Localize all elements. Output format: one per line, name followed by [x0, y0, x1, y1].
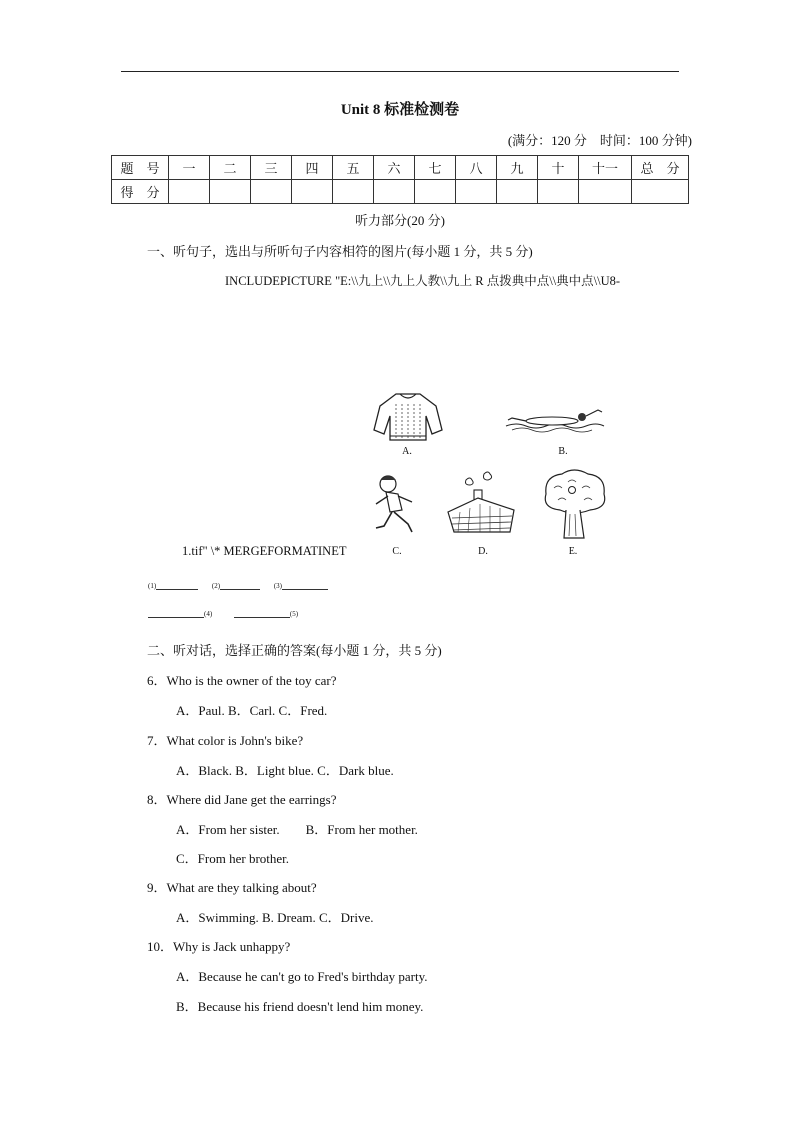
- roof-icon: [444, 470, 518, 536]
- picture-label-d: D.: [478, 546, 488, 557]
- picture-label-a: A.: [402, 446, 412, 457]
- section2-heading: 二、听对话，选择正确的答案(每小题 1 分，共 5 分): [147, 643, 442, 658]
- table-cell: 总 分: [632, 156, 689, 180]
- answer-blank[interactable]: [220, 589, 260, 590]
- score-table: [111, 155, 689, 204]
- answer-blank-row-1: [148, 582, 328, 590]
- swimmer-icon: [502, 404, 606, 436]
- score-cell[interactable]: [632, 180, 689, 204]
- question-9: 9．What are they talking about?: [147, 880, 317, 895]
- table-cell: 八: [456, 156, 497, 180]
- listening-section-label: 听力部分(20 分): [355, 213, 445, 228]
- answer-blank[interactable]: [282, 589, 328, 590]
- table-cell: 九: [497, 156, 538, 180]
- table-cell: 四: [292, 156, 333, 180]
- question-8-options[interactable]: A．From her sister. B．From her mother.: [176, 822, 418, 837]
- score-time-info: (满分：120 分 时间：100 分钟): [507, 133, 692, 148]
- running-boy-icon: [368, 472, 418, 538]
- answer-blank[interactable]: [148, 617, 204, 618]
- picture-label-b: B.: [558, 446, 568, 457]
- score-cell[interactable]: [497, 180, 538, 204]
- blank-number: (5): [289, 610, 299, 618]
- score-table-score-row: [112, 180, 689, 204]
- table-cell: 三: [251, 156, 292, 180]
- question-7: 7．What color is John's bike?: [147, 733, 304, 748]
- score-cell[interactable]: [538, 180, 579, 204]
- include-picture-field: INCLUDEPICTURE "E:\\九上\\九上人教\\九上 R 点拨典中点\\典中点\\U8-: [225, 274, 621, 288]
- score-cell[interactable]: [251, 180, 292, 204]
- score-cell[interactable]: [374, 180, 415, 204]
- score-cell[interactable]: [456, 180, 497, 204]
- question-7-options[interactable]: A．Black. B．Light blue. C．Dark blue.: [176, 763, 394, 778]
- page-title: Unit 8 标准检测卷: [340, 102, 460, 118]
- blank-number: (1): [148, 582, 157, 590]
- table-cell: 一: [169, 156, 210, 180]
- table-cell: 得 分: [112, 180, 169, 204]
- question-6-options[interactable]: A．Paul. B．Carl. C．Fred.: [176, 703, 328, 718]
- tree-icon: [538, 468, 610, 540]
- blank-number: (3): [273, 582, 283, 590]
- question-10: 10．Why is Jack unhappy?: [147, 939, 291, 954]
- score-table-header-row: [112, 156, 689, 180]
- table-cell: 六: [374, 156, 415, 180]
- answer-blank-row-2: [148, 610, 298, 618]
- sweater-icon: [370, 390, 446, 444]
- score-cell[interactable]: [169, 180, 210, 204]
- blank-number: (2): [211, 582, 221, 590]
- table-cell: 十一: [579, 156, 632, 180]
- table-cell: 题 号: [112, 156, 169, 180]
- top-rule: [121, 71, 679, 72]
- score-cell[interactable]: [415, 180, 456, 204]
- table-cell: 五: [333, 156, 374, 180]
- section1-heading: 一、听句子，选出与所听句子内容相符的图片(每小题 1 分，共 5 分): [147, 244, 533, 259]
- answer-blank[interactable]: [156, 589, 198, 590]
- table-cell: 二: [210, 156, 251, 180]
- question-8: 8．Where did Jane get the earrings?: [147, 792, 337, 807]
- table-cell: 十: [538, 156, 579, 180]
- picture-label-c: C.: [392, 546, 402, 557]
- score-cell[interactable]: [579, 180, 632, 204]
- blank-number: (4): [204, 610, 213, 618]
- question-6: 6．Who is the owner of the toy car?: [147, 673, 337, 688]
- table-cell: 七: [415, 156, 456, 180]
- question-9-options[interactable]: A．Swimming. B. Dream. C．Drive.: [176, 910, 374, 925]
- picture-label-e: E.: [568, 546, 578, 557]
- answer-blank[interactable]: [234, 617, 290, 618]
- score-cell[interactable]: [210, 180, 251, 204]
- question-10-option-a[interactable]: A．Because he can't go to Fred's birthday party.: [176, 969, 428, 984]
- merge-format-field: 1.tif" \* MERGEFORMATINET: [182, 544, 347, 558]
- question-10-option-b[interactable]: B．Because his friend doesn't lend him money.: [176, 999, 424, 1014]
- question-8-option-c[interactable]: C．From her brother.: [176, 851, 290, 866]
- score-cell[interactable]: [333, 180, 374, 204]
- score-cell[interactable]: [292, 180, 333, 204]
